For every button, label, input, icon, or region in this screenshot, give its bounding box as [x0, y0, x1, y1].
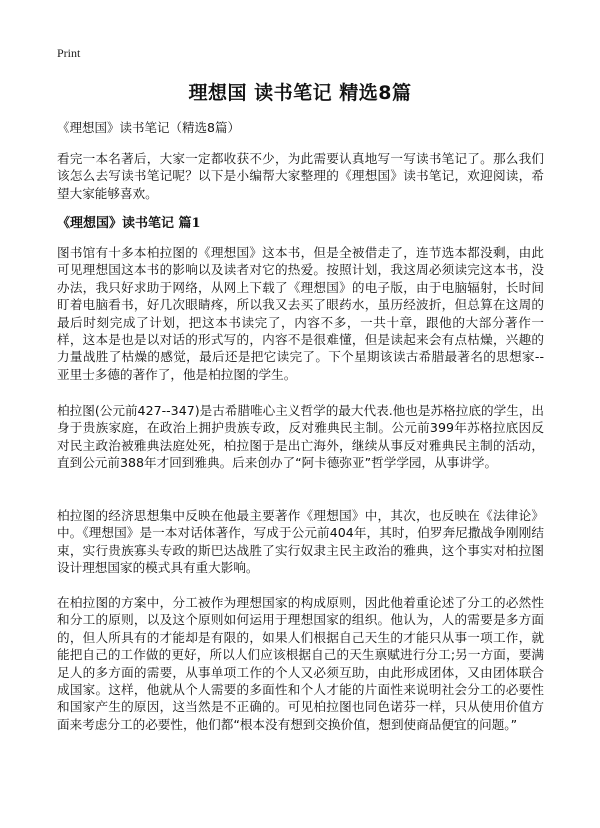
print-label[interactable]: Print [57, 46, 81, 60]
document-title: 理想国 读书笔记 精选8篇 [188, 82, 412, 104]
document-subtitle: 《理想国》读书笔记（精选8篇） [57, 120, 240, 135]
section-heading: 《理想国》读书笔记 篇1 [57, 216, 201, 231]
body-paragraph-2: 柏拉图(公元前427--347)是古希腊唯心主义哲学的最大代表.他也是苏格拉底的学生，出身于贵族家庭，在政治上拥护贵族专政，反对雅典民主制。公元前399年苏格拉底因反对民主政治被雅典法庭处死，柏拉图于是出亡海外，继续从事反对雅典民主制的活动，直到公元前388年才回到雅典。后来创办了“阿卡德弥亚”哲学学园，从事讲学。 [57, 403, 544, 471]
body-paragraph-3: 柏拉图的经济思想集中反映在他最主要著作《理想国》中，其次，也反映在《法律论》中。《理想国》是一本对话体著作，写成于公元前404年，其时，伯罗奔尼撒战争刚刚结束，实行贵族寡头专政的斯巴达战胜了实行奴隶主民主政治的雅典，这个事实对柏拉图设计理想国家的模式具有重大影响。 [57, 508, 544, 576]
body-paragraph-1: 图书馆有十多本柏拉图的《理想国》这本书，但是全被借走了，连节选本都没剩，由此可见理想国这本书的影响以及读者对它的热爱。按照计划，我这周必须读完这本书，没办法，我只好求助于网络，从网上下载了《理想国》的电子版，由于电脑辐射，长时间盯着电脑看书，好几次眼睛疼，所以我又去买了眼药水，虽历经波折，但总算在这周的最后时刻完成了计划，把这本书读完了，内容不多，一共十章，跟他的大部分著作一样，这本是也是以对话的形式写的，内容不是很难懂，但是读起来会有点枯燥，兴趣的力量战胜了枯燥的感觉，最后还是把它读完了。下个星期该读古希腊最著名的思想家--亚里士多德的著作了，他是柏拉图的学生。 [57, 245, 544, 382]
intro-paragraph: 看完一本名著后，大家一定都收获不少，为此需要认真地写一写读书笔记了。那么我们该怎么去写读书笔记呢？以下是小编帮大家整理的《理想国》读书笔记，欢迎阅读，希望大家能够喜欢。 [57, 151, 544, 201]
body-paragraph-4: 在柏拉图的方案中，分工被作为理想国家的构成原则，因此他着重论述了分工的必然性和分工的原则，以及这个原则如何运用于理想国家的组织。他认为，人的需要是多方面的，但人所具有的才能却是有限的，如果人们根据自己天生的才能只从事一项工作，就能把自己的工作做的更好，所以人们应该根据自己的天生禀赋进行分工;另一方面，要满足人的多方面的需要，从事单项工作的个人又必须互助，由此形成团体，又由团体联合成国家。这样，他就从个人需要的多面性和个人才能的片面性来说明社会分工的必要性和国家产生的原因，这当然是不正确的。可见柏拉图也同色诺芬一样，只从使用价值方面来考虑分工的必要性，他们都“根本没有想到交换价值，想到使商品便宜的问题。” [57, 595, 544, 732]
